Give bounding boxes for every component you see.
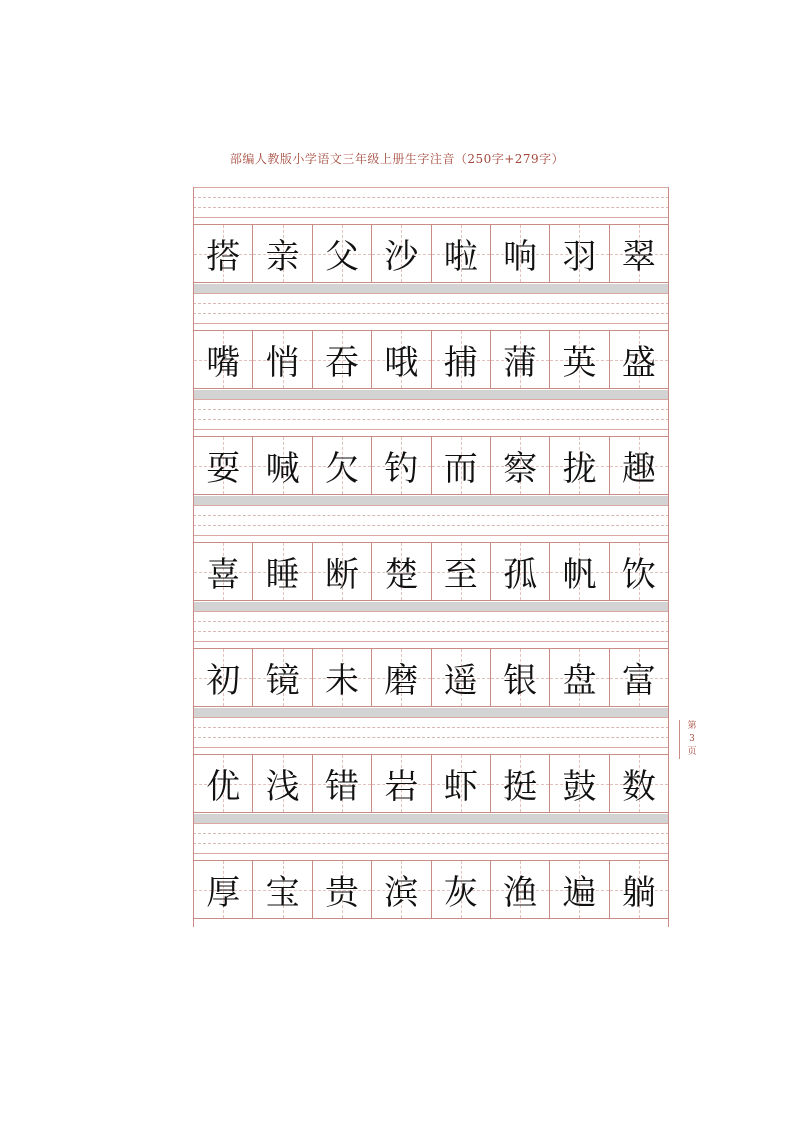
page-number-value: 3 [689,734,695,744]
character: 磨 [384,661,419,701]
character: 饮 [621,555,656,595]
character-cell [491,225,550,282]
character-cell [194,755,253,812]
character: 吞 [324,343,359,383]
character-cell [550,225,609,282]
row-separator [193,814,669,823]
character: 盛 [621,343,656,383]
character-cell [432,543,491,600]
character-practice-sheet [193,187,669,927]
character: 耍 [206,449,241,489]
character: 数 [621,767,656,807]
character: 帆 [562,555,597,595]
character-grid [193,224,669,283]
character-cell [491,437,550,494]
character: 钓 [384,449,419,489]
character: 盘 [562,661,597,701]
character: 喊 [265,449,300,489]
practice-row [193,505,669,611]
character-cell [372,755,431,812]
character-cell [194,649,253,706]
character: 搭 [206,237,241,277]
character: 挺 [503,767,538,807]
character: 至 [443,555,478,595]
character-cell [432,755,491,812]
pinyin-lines [193,823,669,859]
character-cell [194,861,253,918]
character-cell [610,437,668,494]
character-cell [550,543,609,600]
document-title: 部编人教版小学语文三年级上册生字注音（250字+279字） [229,152,565,166]
row-separator [193,284,669,293]
character-cell [194,543,253,600]
character: 银 [503,661,538,701]
row-separator [193,602,669,611]
pinyin-lines [193,505,669,541]
pinyin-lines [193,187,669,223]
character-grid [193,860,669,919]
character-cell [372,225,431,282]
character-grid [193,754,669,813]
character: 睡 [265,555,300,595]
character-cell [491,755,550,812]
character: 虾 [443,767,478,807]
character: 英 [562,343,597,383]
pinyin-lines [193,717,669,753]
character-cell [253,437,312,494]
character-grid [193,542,669,601]
character: 亲 [265,237,300,277]
character-cell [432,861,491,918]
character-cell [610,331,668,388]
character-cell [253,543,312,600]
character: 未 [324,661,359,701]
character: 错 [324,767,359,807]
character-cell [372,437,431,494]
character: 贵 [324,873,359,913]
page-number-suffix: 页 [687,747,697,757]
character-cell [372,331,431,388]
character-cell [253,649,312,706]
character-cell [253,331,312,388]
character: 渔 [503,873,538,913]
character: 鼓 [562,767,597,807]
pinyin-lines [193,611,669,647]
character: 翠 [621,237,656,277]
character-cell [550,649,609,706]
character-cell [313,755,372,812]
character-cell [313,649,372,706]
character: 躺 [621,873,656,913]
character: 富 [621,661,656,701]
character: 优 [206,767,241,807]
row-separator [193,496,669,505]
practice-row [193,399,669,505]
character: 而 [443,449,478,489]
character: 悄 [265,343,300,383]
character-cell [610,649,668,706]
character: 蒲 [503,343,538,383]
character: 哦 [384,343,419,383]
pinyin-lines [193,399,669,435]
character-cell [194,437,253,494]
character-cell [372,649,431,706]
practice-row [193,293,669,399]
practice-row [193,187,669,293]
character-cell [550,331,609,388]
character-cell [253,225,312,282]
character: 岩 [384,767,419,807]
character-cell [432,331,491,388]
character: 滨 [384,873,419,913]
character: 沙 [384,237,419,277]
character: 遍 [562,873,597,913]
character-cell [313,437,372,494]
character: 楚 [384,555,419,595]
character: 父 [324,237,359,277]
character: 趣 [621,449,656,489]
character-cell [491,861,550,918]
practice-row [193,611,669,717]
character: 喜 [206,555,241,595]
character-cell [432,437,491,494]
character-cell [313,861,372,918]
character-grid [193,648,669,707]
character-cell [610,225,668,282]
character: 嘴 [206,343,241,383]
character-cell [610,543,668,600]
row-separator [193,390,669,399]
character: 孤 [503,555,538,595]
character-cell [491,331,550,388]
character-cell [194,225,253,282]
character-grid [193,330,669,389]
character-cell [253,755,312,812]
character-cell [610,861,668,918]
character-cell [194,331,253,388]
character: 欠 [324,449,359,489]
character-cell [253,861,312,918]
character-cell [550,437,609,494]
character: 遥 [443,661,478,701]
practice-row [193,823,669,929]
character: 厚 [206,873,241,913]
page-number-prefix: 第 [687,721,697,731]
character-cell [372,861,431,918]
character-cell [610,755,668,812]
character-cell [313,225,372,282]
character-cell [432,649,491,706]
character-cell [313,543,372,600]
character: 羽 [562,237,597,277]
character-cell [432,225,491,282]
character: 啦 [443,237,478,277]
practice-row [193,717,669,823]
character-grid [193,436,669,495]
page-number [679,720,702,759]
character-cell [372,543,431,600]
pinyin-lines [193,293,669,329]
character: 宝 [265,873,300,913]
character: 浅 [265,767,300,807]
character: 断 [324,555,359,595]
character: 捕 [443,343,478,383]
character-cell [550,861,609,918]
character-cell [550,755,609,812]
character-cell [313,331,372,388]
character: 镜 [265,661,300,701]
character: 灰 [443,873,478,913]
character: 拢 [562,449,597,489]
row-separator [193,708,669,717]
character-cell [491,649,550,706]
character: 初 [206,661,241,701]
character: 察 [503,449,538,489]
character: 响 [503,237,538,277]
character-cell [491,543,550,600]
